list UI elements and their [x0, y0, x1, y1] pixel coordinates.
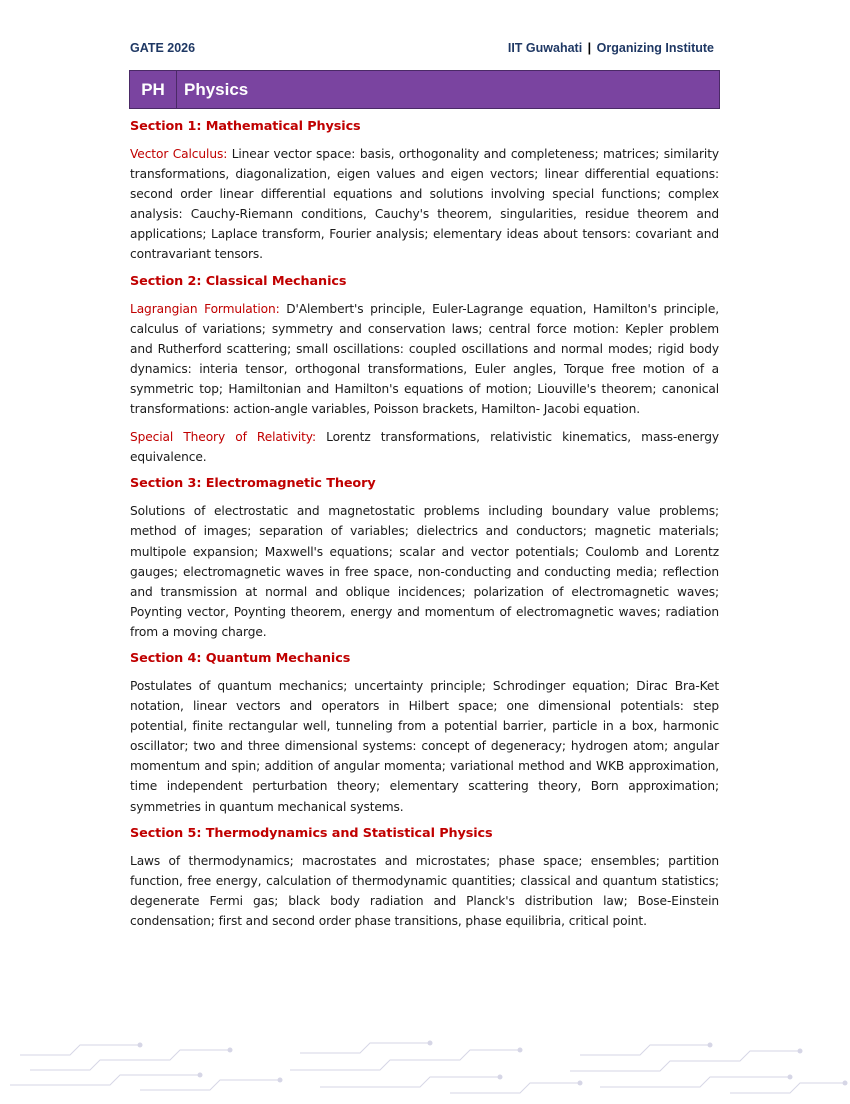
subject-banner: [129, 70, 720, 109]
subject-name: Physics: [184, 79, 249, 99]
section-title: Section 4: Quantum Mechanics: [130, 650, 351, 666]
section-title: Section 1: Mathematical Physics: [130, 119, 361, 134]
circuit-footer-decoration: [0, 1035, 850, 1100]
topic-text: Postulates of quantum mechanics; uncertainty principle; Schrodinger equation; Dirac Bra-Ket notation, linear vectors and operators in Hilbert space; one dimensional potentials: step potential, finite rectangular well, tunneling from a potential barrier, particle in a box, harmonic oscillator; two and three dimensional systems: concept of degeneracy; hydrogen atom; angular momentum and spin; addition of angular momenta; variational method and WKB approximation, time independent perturbation theory; elementary scattering theory, Born approximation; symmetries in quantum mechanical systems.: [130, 678, 719, 814]
header-separator: |: [587, 41, 592, 55]
page-header: [130, 41, 714, 59]
topic-lead: Vector Calculus:: [130, 147, 228, 161]
syllabus-content: [130, 118, 719, 939]
section-title: Section 3: Electromagnetic Theory: [130, 476, 376, 492]
institute-name: IIT Guwahati: [507, 41, 583, 55]
topic-text: D'Alembert's principle, Euler-Lagrange equation, Hamilton's principle, calculus of variations; symmetry and conservation laws; central force motion: Kepler problem and Rutherford scattering; small oscillations: coupled oscillations and normal modes; rigid body dynamics: interia tensor, orthogonal transformations, Euler angles, Torque free motion of a symmetric top; Hamiltonian and Hamilton's equations of motion; Liouville's theorem; canonical transformations: action-angle variables, Poisson brackets, Hamilton- Jacobi equation.: [130, 301, 719, 417]
section-paragraph: [130, 299, 719, 420]
topic-text: Linear vector space: basis, orthogonality and completeness; matrices; similarity transformations, diagonalization, eigen values and eigen vectors; linear differential equations: second order linear differential equations and solutions involving special functions; complex analysis: Cauchy-Riemann conditions, Cauchy's theorem, singularities, residue theorem and applications; Laplace transform, Fourier analysis; elementary ideas about tensors: covariant and contravariant tensors.: [130, 147, 719, 262]
section-paragraph: [130, 501, 719, 642]
section-electromagnetic-theory: [130, 475, 719, 642]
subject-code: PH: [130, 71, 177, 108]
circuit-pattern-graphic: [0, 1035, 850, 1100]
section-thermodynamics: [130, 825, 719, 931]
topic-text: Lorentz transformations, relativistic kinematics, mass-energy equivalence.: [130, 430, 719, 465]
section-quantum-mechanics: [130, 650, 719, 817]
institute-label: [508, 41, 714, 55]
section-mathematical-physics: [130, 118, 719, 265]
section-paragraph: [130, 676, 719, 817]
section-paragraph: [130, 427, 719, 467]
section-classical-mechanics: [130, 273, 719, 468]
section-paragraph: [130, 851, 719, 931]
section-title: Section 5: Thermodynamics and Statistical Physics: [130, 825, 493, 841]
exam-name: GATE 2026: [130, 41, 196, 55]
topic-lead: Special Theory of Relativity:: [130, 430, 317, 445]
institute-role: Organizing Institute: [596, 41, 714, 55]
section-paragraph: [130, 144, 719, 265]
topic-text: Laws of thermodynamics; macrostates and microstates; phase space; ensembles; partition function, free energy, calculation of thermodynamic quantities; classical and quantum statistics; degenerate Fermi gas; black body radiation and Planck's distribution law; Bose-Einstein condensation; first and second order phase transitions, phase equilibria, critical point.: [130, 853, 719, 928]
topic-lead: Lagrangian Formulation:: [130, 301, 280, 316]
section-title: Section 2: Classical Mechanics: [130, 273, 347, 289]
topic-text: Solutions of electrostatic and magnetostatic problems including boundary value problems; method of images; separation of variables; dielectrics and conductors; magnetic materials; multipole expansion; Maxwell's equations; scalar and vector potentials; Coulomb and Lorentz gauges; electromagnetic waves in free space, non-conducting and conducting media; reflection and transmission at normal and oblique incidences; polarization of electromagnetic waves; Poynting vector, Poynting theorem, energy and momentum of electromagnetic waves; radiation from a moving charge.: [130, 504, 719, 639]
